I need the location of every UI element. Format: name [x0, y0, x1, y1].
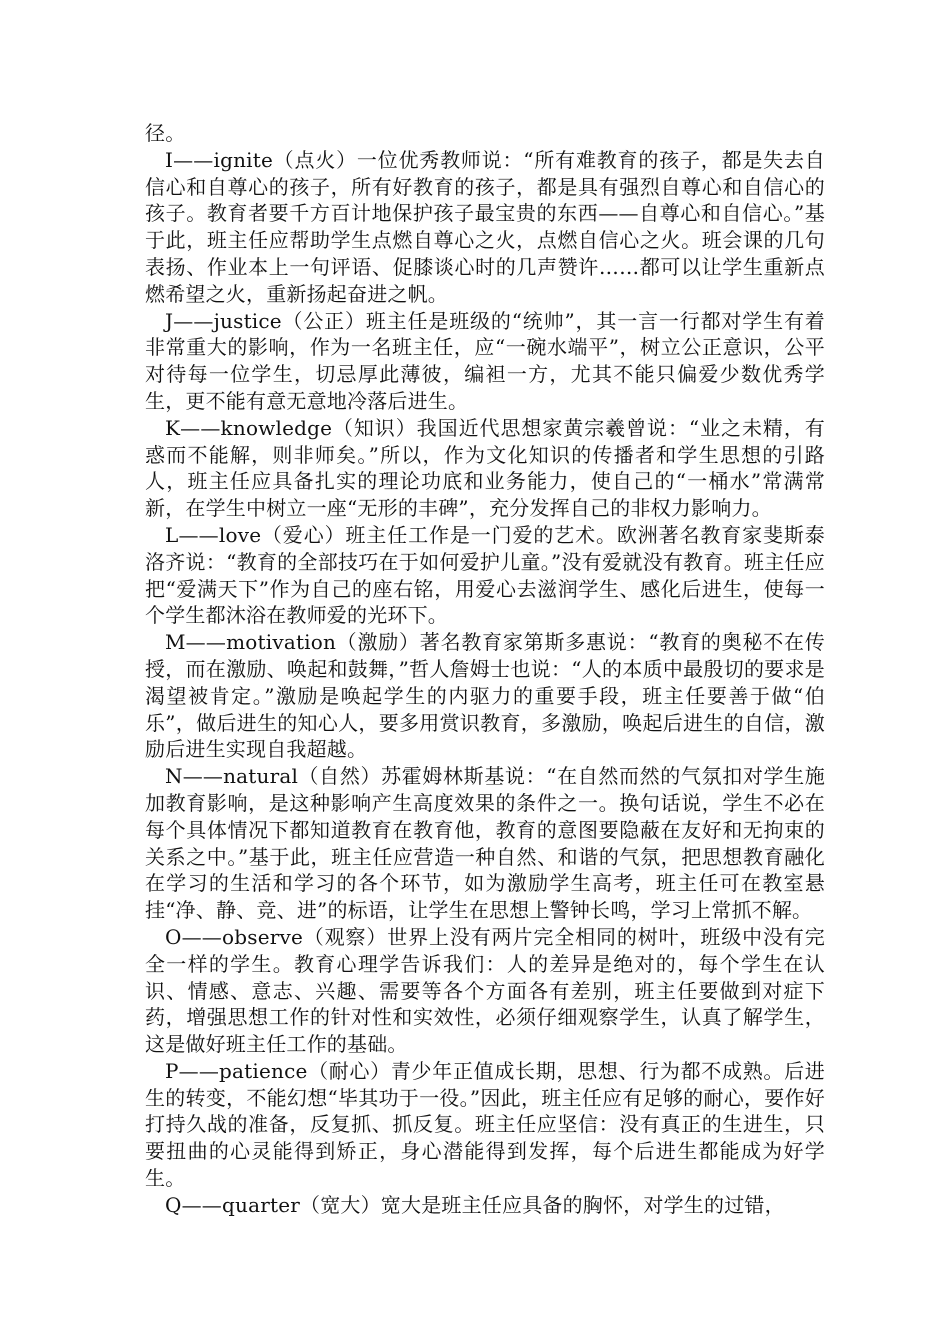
paragraph-ignite: I——ignite（点火）一位优秀教师说：“所有难教育的孩子，都是失去自信心和自尊心的孩子，所有好教育的孩子，都是具有强烈自尊心和自信心的孩子。教育者要千方百计地保护孩子最宝贵的东西——自尊心和自信心。”基于此，班主任应帮助学生点燃自尊心之火，点燃自信心之火。班会课的几句表扬、作业本上一句评语、促膝谈心时的几声赞许……都可以让学生重新点燃希望之火，重新扬起奋进之帆。 — [145, 147, 825, 306]
paragraph-patience: P——patience（耐心）青少年正值成长期，思想、行为都不成熟。后进生的转变，不能幻想“毕其功于一役。”因此，班主任应有足够的耐心，要作好打持久战的准备，反复抓、抓反复。班主任应坚信：没有真正的生进生，只要扭曲的心灵能得到矫正，身心潜能得到发挥，每个后进生都能成为好学生。 — [145, 1058, 825, 1191]
paragraph-quarter: Q——quarter（宽大）宽大是班主任应具备的胸怀，对学生的过错， — [165, 1192, 785, 1217]
document-body — [145, 120, 825, 1219]
paragraph-motivation: M——motivation（激励）著名教育家第斯多惠说：“教育的奥秘不在传授，而在激励、唤起和鼓舞，”哲人詹姆士也说：“人的本质中最殷切的要求是渴望被肯定。”激励是唤起学生的内驱力的重要手段，班主任要善于做“伯乐”，做后进生的知心人，要多用赏识教育，多激励，唤起后进生的自信，激励后进生实现自我超越。 — [145, 630, 825, 762]
paragraph-knowledge: K——knowledge（知识）我国近代思想家黄宗羲曾说：“业之未精，有惑而不能解，则非师矣。”所以，作为文化知识的传播者和学生思想的引路人，班主任应具备扎实的理论功底和业务能力，使自己的“一桶水”常满常新，在学生中树立一座“无形的丰碑”，充分发挥自己的非权力影响力。 — [145, 415, 825, 521]
paragraph-natural: N——natural（自然）苏霍姆林斯基说：“在自然而然的气氛扣对学生施加教育影响，是这种影响产生高度效果的条件之一。换句话说，学生不必在每个具体情况下都知道教育在教育他，教育的意图要隐蔽在友好和无拘束的关系之中。”基于此，班主任应营造一种自然、和谐的气氛，把思想教育融化在学习的生活和学习的各个环节，如为激励学生高考，班主任可在教室悬挂“净、静、竞、进”的标语，让学生在思想上警钟长鸣，学习上常抓不解。 — [145, 764, 825, 923]
paragraph-love: L——love（爱心）班主任工作是一门爱的艺术。欧洲著名教育家斐斯泰洛齐说：“教育的全部技巧在于如何爱护儿童。”没有爱就没有教育。班主任应把“爱满天下”作为自己的座右铭，用爱心去滋润学生、感化后进生，使每一个学生都沐浴在教师爱的光环下。 — [145, 522, 825, 628]
paragraph-continuation: 径。 — [145, 121, 186, 145]
paragraph-justice: J——justice（公正）班主任是班级的“统帅”，其一言一行都对学生有着非常重大的影响，作为一名班主任，应“一碗水端平”，树立公正意识，公平对待每一位学生，切忌厚此薄彼，编袒一方，尤其不能只偏爱少数优秀学生，更不能有意无意地冷落后进生。 — [145, 308, 825, 413]
paragraph-observe: O——observe（观察）世界上没有两片完全相同的树叶，班级中没有完全一样的学生。教育心理学告诉我们：人的差异是绝对的，每个学生在认识、情感、意志、兴趣、需要等各个方面各有差别，班主任要做到对症下药，增强思想工作的针对性和实效性，必须仔细观察学生，认真了解学生，这是做好班主任工作的基础。 — [145, 924, 825, 1057]
